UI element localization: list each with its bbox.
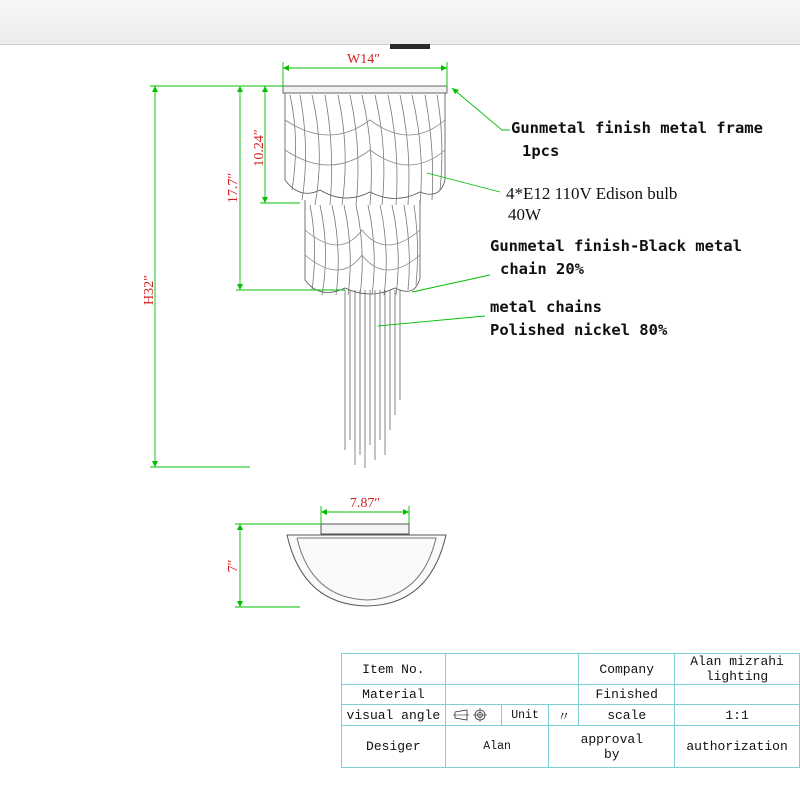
designer-value: Alan <box>445 726 549 768</box>
leader-frame <box>452 88 510 130</box>
callout-bulb-line1: 4*E12 110V Edison bulb <box>506 184 678 203</box>
canopy-mount <box>321 524 409 534</box>
item-no-value <box>445 654 579 685</box>
callout-nickel-chain-line1: metal chains <box>490 298 602 316</box>
top-height-label: 10.24″ <box>252 129 267 167</box>
width-label: W14″ <box>347 52 381 67</box>
leader-bulb <box>427 173 500 192</box>
leader-black-chain <box>412 275 490 292</box>
scale-label: scale <box>579 705 675 726</box>
leader-lines <box>378 88 510 326</box>
company-value: Alan mizrahi lighting <box>675 654 800 685</box>
material-label: Material <box>342 685 446 705</box>
approval-label-line1: approval <box>580 731 643 747</box>
mid-height-label: 17.7″ <box>226 172 241 204</box>
callout-nickel-chain-line2: Polished nickel 80% <box>490 321 668 339</box>
scale-value: 1:1 <box>675 705 800 726</box>
base-width-label: 7.87″ <box>349 496 381 511</box>
company-label: Company <box>579 654 675 685</box>
callout-frame-line2: 1pcs <box>522 142 560 160</box>
frame-plate <box>283 86 447 93</box>
approval-label-line2: by <box>603 746 620 762</box>
approval-cell <box>549 726 675 768</box>
lower-tier-outline <box>305 200 420 294</box>
projection-symbol-icon <box>445 705 501 726</box>
finished-value <box>675 685 800 705</box>
title-block <box>341 653 800 768</box>
third-angle-projection-icon <box>453 708 493 722</box>
chandelier-drawing <box>283 86 447 468</box>
callout-bulb-line2: 40W <box>508 205 542 224</box>
callout-frame-line1: Gunmetal finish metal frame <box>511 119 763 137</box>
finished-label: Finished <box>579 685 675 705</box>
leader-nickel-chain <box>378 316 485 326</box>
total-height-label: H32″ <box>142 275 157 305</box>
material-value <box>445 685 579 705</box>
authorization-label: authorization <box>675 726 800 768</box>
item-no-label: Item No. <box>342 654 446 685</box>
designer-label: Desiger <box>342 726 446 768</box>
visual-angle-label: visual angle <box>342 705 446 726</box>
canopy-drawing <box>287 524 446 606</box>
callout-black-chain-line2: chain 20% <box>500 260 584 278</box>
callout-black-chain-line1: Gunmetal finish-Black metal <box>490 237 742 255</box>
base-height-label: 7″ <box>226 559 241 573</box>
unit-label: Unit <box>501 705 549 726</box>
unit-value: 〃 <box>549 705 579 726</box>
